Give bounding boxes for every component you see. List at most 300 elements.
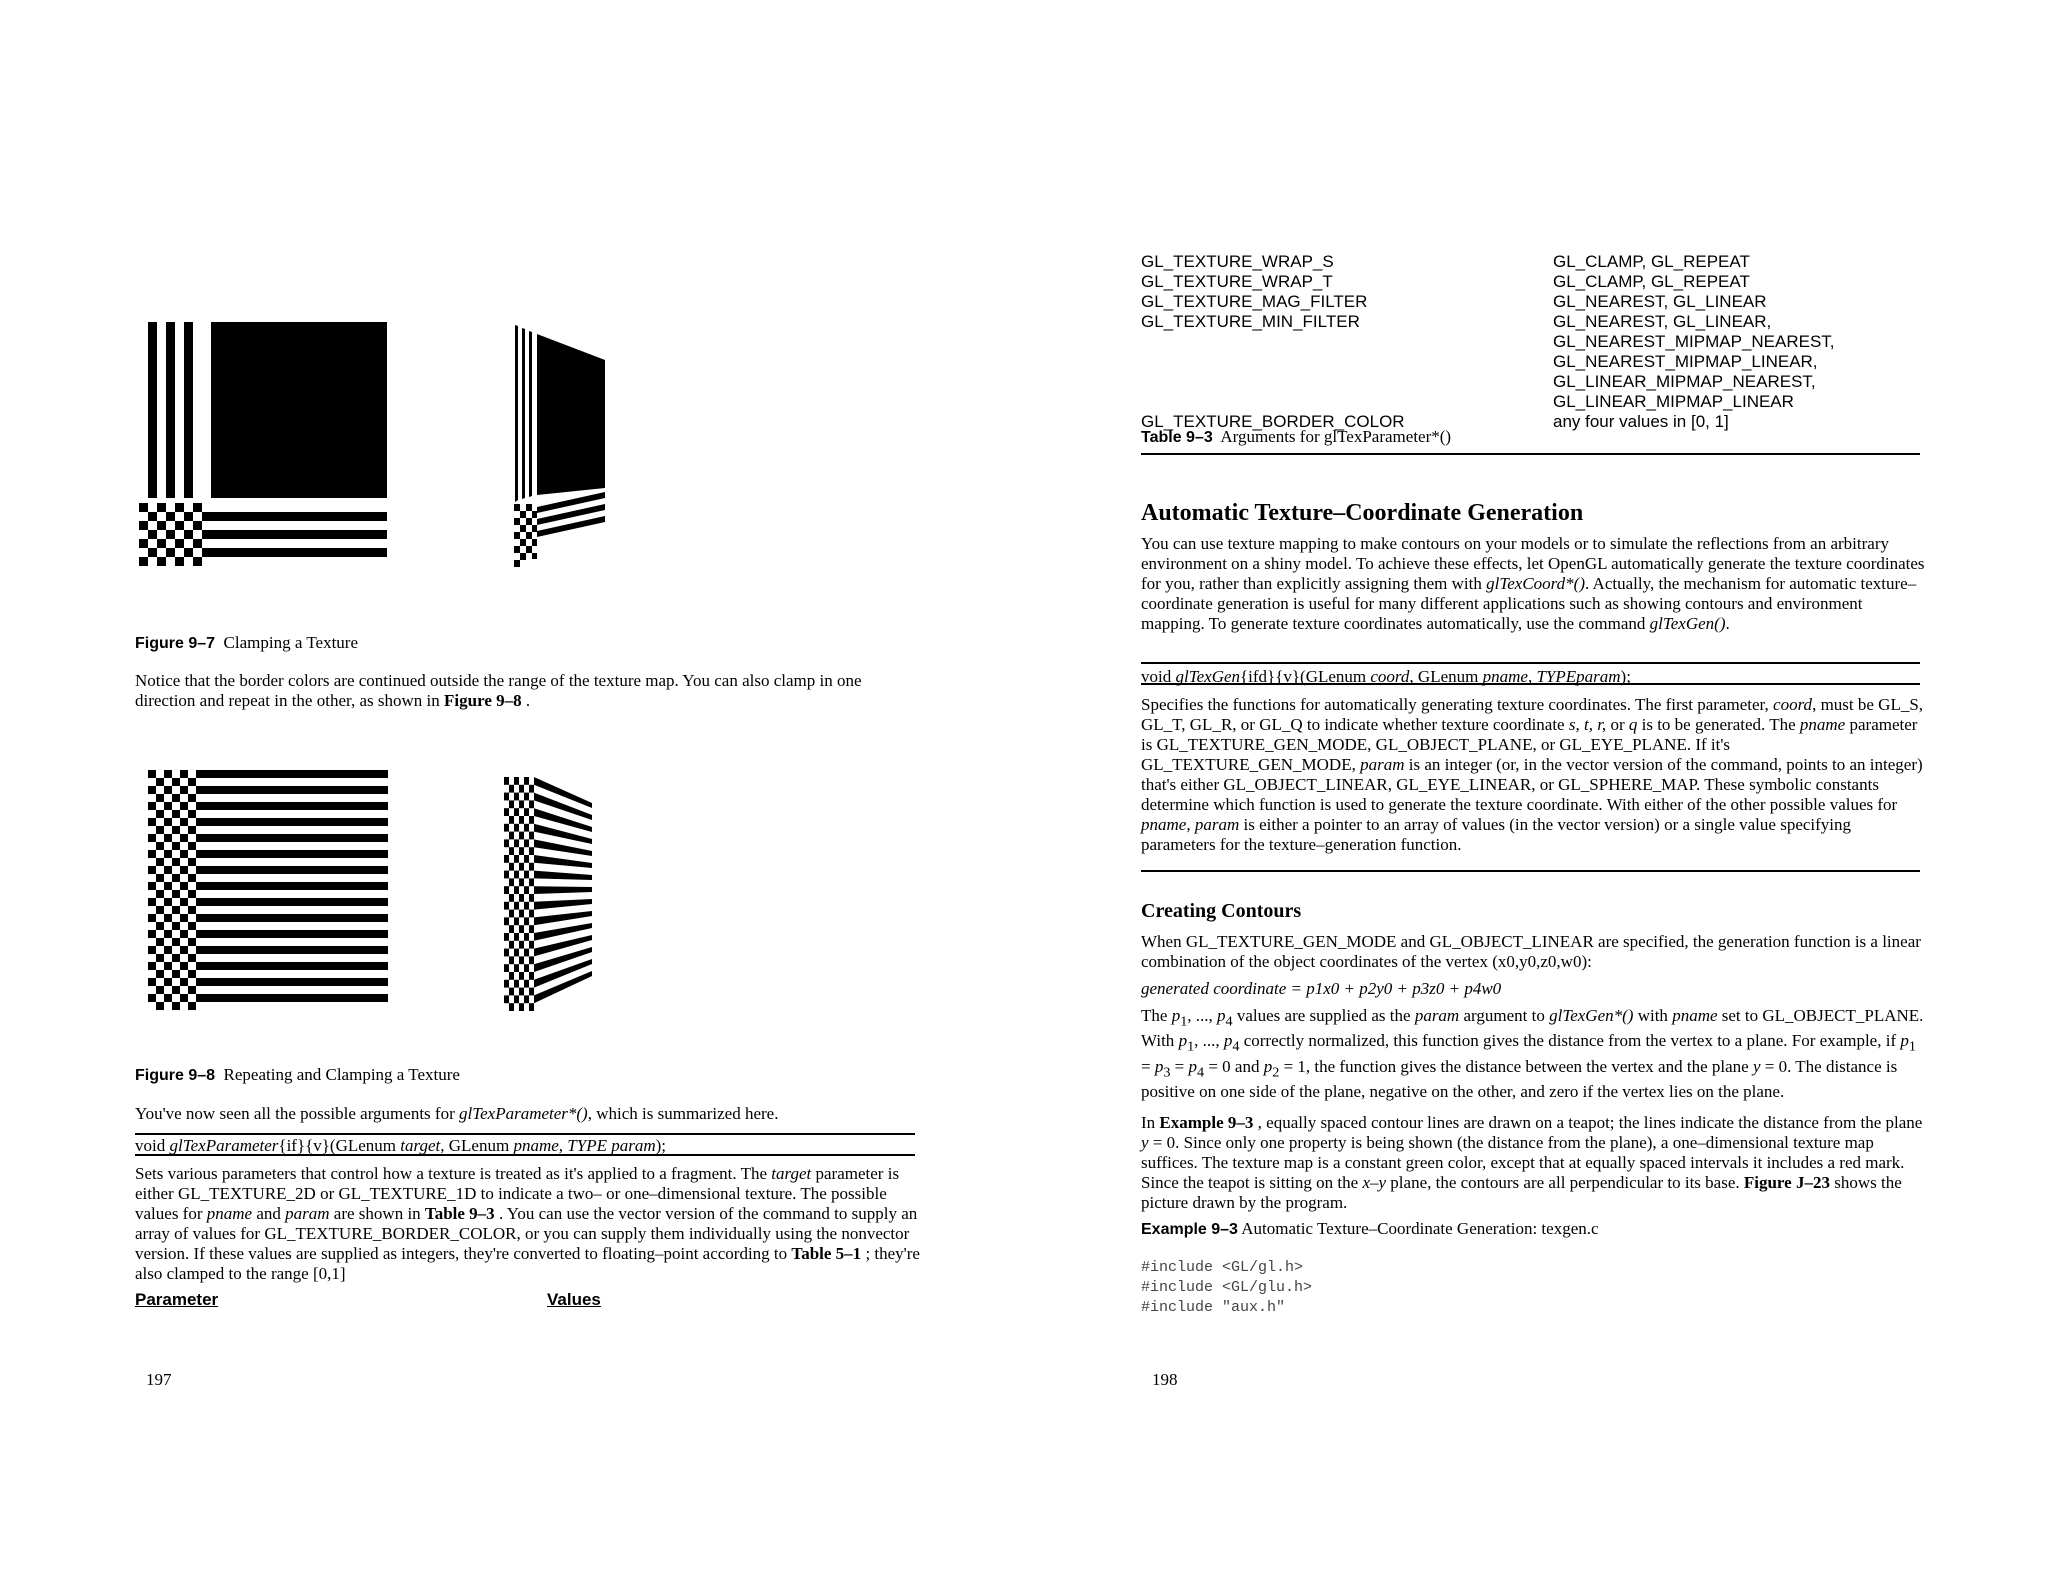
checker-square	[164, 770, 172, 778]
value-line: any four values in [0, 1]	[1553, 412, 1729, 431]
column-header-values: Values	[547, 1290, 601, 1309]
table-title: Arguments for glTexParameter*()	[1220, 427, 1452, 446]
desc-run: param	[1360, 755, 1405, 774]
intro-run: glTexGen()	[1649, 614, 1726, 633]
checker-square	[148, 962, 156, 970]
checker-square	[164, 930, 172, 938]
table-cell-parameter: GL_TEXTURE_WRAP_S	[1141, 252, 1334, 271]
checker-square	[196, 818, 204, 826]
checker-square	[180, 802, 188, 810]
checker-square	[524, 886, 529, 894]
text-run: 1	[1908, 1038, 1916, 1055]
checker-square	[504, 871, 509, 879]
prototype-bottom-rule	[135, 1154, 915, 1156]
text-run: shows the picture drawn by the program.	[1141, 1173, 1902, 1212]
texparameter-table	[1141, 252, 1921, 432]
table-header	[135, 1290, 925, 1310]
checker-square	[524, 949, 529, 957]
checker-square	[504, 886, 509, 894]
table-row	[1141, 292, 1921, 312]
figure-title: Repeating and Clamping a Texture	[223, 1065, 460, 1084]
checker-square	[196, 802, 204, 810]
checker-square	[519, 832, 524, 840]
stripe	[534, 899, 592, 910]
desc-run: or	[1606, 715, 1629, 734]
stripe	[204, 802, 388, 810]
text-run: = 1, the function gives the distance between the vertex and the plane	[1279, 1056, 1753, 1076]
desc-run: ; they're also clamped to the range [0,1]	[135, 1244, 920, 1283]
table-cell-parameter: GL_TEXTURE_MIN_FILTER	[1141, 312, 1360, 331]
desc-run: parameter is either GL_TEXTURE_2D or GL_TEXTURE_1D to indicate a two– or one–dimensional texture. The possible values for	[135, 1164, 900, 1223]
table-cell-values	[1553, 292, 1767, 312]
checker-square	[196, 834, 204, 842]
figure-9-8-perspective-repeat-clamp	[500, 775, 600, 1020]
checker-square	[156, 906, 164, 914]
checker-square	[196, 786, 204, 794]
stripe	[204, 898, 388, 906]
figure-label: Figure 9–8	[135, 1067, 216, 1084]
checker-square	[196, 994, 204, 1002]
checker-square	[509, 1003, 514, 1011]
checker-square	[529, 785, 534, 793]
checker-square	[156, 874, 164, 882]
checker-square	[514, 855, 519, 863]
stripe	[534, 777, 592, 808]
checker-square	[514, 933, 519, 941]
checker-square	[148, 914, 156, 922]
checker-square	[180, 994, 188, 1002]
checker-square	[164, 850, 172, 858]
checker-square	[188, 938, 196, 946]
text-run: with	[1633, 1006, 1673, 1025]
text-run: , ...,	[1194, 1031, 1224, 1051]
stripe	[204, 866, 388, 874]
checker-square	[164, 898, 172, 906]
checker-square	[524, 871, 529, 879]
desc-run: Sets various parameters that control how a texture is treated as it's applied to a fragment. The	[135, 1164, 772, 1183]
figure-9-8-flat-repeat-clamp	[148, 770, 393, 1015]
checker-square	[164, 786, 172, 794]
checker-square	[509, 878, 514, 886]
checker-square	[156, 922, 164, 930]
checker-square	[172, 938, 180, 946]
checker-square	[156, 826, 164, 834]
checker-square	[164, 882, 172, 890]
contours-paragraph-3	[1141, 1113, 1926, 1213]
checker-square	[180, 930, 188, 938]
checker-square	[524, 808, 529, 816]
checker-square	[524, 839, 529, 847]
checker-square	[514, 808, 519, 816]
value-line: GL_NEAREST, GL_LINEAR	[1553, 292, 1767, 311]
checker-square	[180, 818, 188, 826]
checker-square	[519, 816, 524, 824]
checker-square	[172, 906, 180, 914]
table-cell-values	[1553, 272, 1750, 292]
text-run: Example 9–3	[1159, 1113, 1254, 1132]
stripe	[204, 834, 388, 842]
checker-square	[529, 894, 534, 902]
desc-run: , must be GL_S, GL_T, GL_R, or GL_Q to indicate whether texture coordinate	[1141, 695, 1924, 734]
checker-square	[529, 941, 534, 949]
checker-square	[180, 978, 188, 986]
intro-run: You can use texture mapping to make contours on your models or to simulate the reflections from an arbitrary environment on a shiny model. To achieve these effects, let OpenGL automatically generate the texture coordinates for you, rather than explicitly assigning them with	[1141, 534, 1925, 593]
stripe	[534, 971, 592, 1003]
checker-square	[504, 933, 509, 941]
text-run: 2	[1272, 1064, 1280, 1081]
checker-square	[188, 794, 196, 802]
text-run: values are supplied as the	[1232, 1006, 1415, 1025]
checker-square	[504, 777, 509, 785]
checker-square	[519, 988, 524, 996]
stripe	[204, 786, 388, 794]
checker-square	[172, 858, 180, 866]
prototype-top-rule	[1141, 662, 1920, 664]
text-run: 4	[1225, 1013, 1233, 1030]
figure-9-7-caption	[135, 633, 358, 653]
desc-run: coord	[1773, 695, 1813, 714]
stripe	[204, 946, 388, 954]
stripe	[534, 886, 592, 894]
checker-square	[148, 882, 156, 890]
checker-square	[519, 785, 524, 793]
code-line: #include <GL/gl.h>	[1141, 1259, 1304, 1276]
text-run: p	[1263, 1056, 1273, 1076]
checker-square	[172, 890, 180, 898]
checker-square	[172, 874, 180, 882]
checker-square	[524, 933, 529, 941]
checker-square	[504, 793, 509, 801]
text-run: 1	[1180, 1013, 1188, 1030]
checker-square	[172, 954, 180, 962]
table-row	[1141, 252, 1921, 272]
table-row	[1141, 312, 1921, 412]
checker-square	[504, 949, 509, 957]
checker-square	[164, 818, 172, 826]
value-line: GL_NEAREST, GL_LINEAR,	[1553, 312, 1772, 331]
checker-square	[148, 802, 156, 810]
desc-run: Table 5–1	[791, 1244, 862, 1263]
checker-square	[148, 978, 156, 986]
text-run: In	[1141, 1113, 1160, 1132]
text-run: 3	[1163, 1064, 1171, 1081]
value-line: GL_CLAMP, GL_REPEAT	[1553, 252, 1750, 271]
checker-square	[148, 770, 156, 778]
checker-square	[519, 925, 524, 933]
example-9-3-caption	[1141, 1219, 1599, 1239]
checker-square	[514, 824, 519, 832]
checker-square	[514, 839, 519, 847]
figure-9-7-flat-clamp	[135, 318, 395, 574]
checker-square	[504, 995, 509, 1003]
text-run: p	[1171, 1006, 1181, 1025]
checker-square	[188, 810, 196, 818]
prototype-top-rule	[135, 1133, 915, 1135]
checker-square	[164, 978, 172, 986]
table-cell-parameter: GL_TEXTURE_BORDER_COLOR	[1141, 412, 1405, 431]
checker-square	[514, 949, 519, 957]
checker-square	[529, 910, 534, 918]
checker-square	[156, 794, 164, 802]
desc-run: pname	[1141, 815, 1187, 834]
stripe	[204, 770, 388, 778]
desc-run: pname	[206, 1204, 253, 1223]
checker-square	[180, 946, 188, 954]
table-9-3-caption	[1141, 427, 1451, 447]
checker-square	[519, 941, 524, 949]
desc-run: is to be generated. The	[1637, 715, 1800, 734]
checker-square	[180, 962, 188, 970]
checker-square	[172, 970, 180, 978]
checker-square	[188, 986, 196, 994]
checker-square	[519, 956, 524, 964]
example-title: Automatic Texture–Coordinate Generation: texgen.c	[1241, 1219, 1599, 1238]
stripe	[204, 850, 388, 858]
text-run: pname	[1672, 1006, 1718, 1025]
contours-paragraph-1: When GL_TEXTURE_GEN_MODE and GL_OBJECT_LINEAR are specified, the generation function is a linear combination of the object coordinates of the vertex (x0,y0,z0,w0):	[1141, 932, 1921, 971]
desc-run: and	[252, 1204, 286, 1223]
figure-title: Clamping a Texture	[223, 633, 358, 652]
checker-square	[524, 964, 529, 972]
text-run: plane, the contours are all perpendicular to its base.	[1386, 1173, 1744, 1192]
checker-square	[180, 914, 188, 922]
text-run: param	[1414, 1006, 1460, 1025]
checker-square	[514, 964, 519, 972]
checker-square	[196, 770, 204, 778]
column-header-parameter: Parameter	[135, 1290, 219, 1309]
text-run: p	[1900, 1031, 1909, 1051]
intro-run: glTexCoord*()	[1486, 574, 1585, 593]
checker-square	[509, 956, 514, 964]
desc-run: Table 9–3	[424, 1204, 495, 1223]
checker-square	[524, 917, 529, 925]
checker-square	[529, 863, 534, 871]
checker-square	[172, 1002, 180, 1010]
desc-run: s, t, r,	[1568, 715, 1607, 734]
desc-run: . You can use the vector version of the command to supply an array of values for GL_TEXTURE_BORDER_COLOR, or you can supply them individually using the nonvector version. If these values are supplied as integers, they're converted to floating–point according to	[135, 1204, 918, 1263]
checker-square	[188, 922, 196, 930]
stripe	[204, 818, 388, 826]
checker-square	[509, 910, 514, 918]
checker-square	[529, 956, 534, 964]
checker-square	[188, 858, 196, 866]
section-title: Automatic Texture–Coordinate Generation	[1141, 500, 1584, 526]
checker-square	[519, 878, 524, 886]
text-run: x–y	[1362, 1173, 1387, 1192]
checker-square	[164, 802, 172, 810]
figure-9-8-caption	[135, 1065, 460, 1085]
checker-square	[196, 882, 204, 890]
table-cell-values	[1553, 412, 1729, 432]
checker-square	[188, 874, 196, 882]
checker-square	[504, 839, 509, 847]
checker-square	[519, 863, 524, 871]
formula: generated coordinate = p1x0 + p2y0 + p3z0 + p4w0	[1141, 979, 1502, 998]
desc-run: param	[1194, 815, 1240, 834]
desc-run: is an integer (or, in the vector version of the command, points to an integer) that's either GL_OBJECT_LINEAR, GL_EYE_LINEAR, or GL_SPHERE_MAP. These symbolic constants determine which function is used to generate the texture coordinate. With either of the other possible values for	[1141, 755, 1923, 814]
checker-square	[188, 970, 196, 978]
table-cell-values	[1553, 252, 1750, 272]
text-run: p	[1154, 1056, 1164, 1076]
gltexgen-description	[1141, 695, 1926, 855]
intro-run: . Actually, the mechanism for automatic texture–coordinate generation is useful for many different applications such as showing contours and environment mapping. To generate texture coordinates automatically, use the command	[1141, 574, 1917, 633]
checker-square	[172, 986, 180, 994]
paragraph-summary: You've now seen all the possible arguments for glTexParameter*(), which is summarized here.	[135, 1104, 779, 1123]
description-bottom-rule	[1141, 870, 1920, 872]
checker-square	[529, 925, 534, 933]
text-run: , equally spaced contour lines are drawn on a teapot; the lines indicate the distance from the plane	[1253, 1113, 1923, 1132]
desc-run: is either a pointer to an array of values (in the vector version) or a single value specifying parameters for the texture–generation function.	[1141, 815, 1852, 854]
checker-square	[156, 778, 164, 786]
checker-square	[514, 917, 519, 925]
checker-square	[529, 800, 534, 808]
checker-square	[180, 786, 188, 794]
checker-square	[504, 980, 509, 988]
checker-square	[156, 810, 164, 818]
function-prototype-gltexparameter: void glTexParameter{if}{v}(GLenum target, GLenum pname, TYPE param);	[135, 1136, 667, 1155]
desc-run: ,	[1186, 815, 1195, 834]
checker-square	[509, 972, 514, 980]
checker-square	[509, 800, 514, 808]
checker-square	[164, 962, 172, 970]
checker-square	[524, 995, 529, 1003]
text-run: 1	[1187, 1038, 1195, 1055]
checker-square	[529, 816, 534, 824]
checker-square	[509, 863, 514, 871]
paragraph-clamp-note: Notice that the border colors are continued outside the range of the texture map. You can also clamp in one direction and repeat in the other, as shown in Figure 9–8 .	[135, 671, 862, 710]
checker-square	[514, 886, 519, 894]
checker-square	[509, 894, 514, 902]
text-run: argument to	[1459, 1006, 1550, 1025]
checker-square	[529, 988, 534, 996]
checker-square	[524, 777, 529, 785]
checker-square	[509, 785, 514, 793]
desc-run: pname	[1799, 715, 1846, 734]
checker-square	[519, 1003, 524, 1011]
desc-run: Specifies the functions for automatically generating texture coordinates. The first parameter,	[1141, 695, 1774, 714]
checker-square	[180, 866, 188, 874]
section-intro-paragraph	[1141, 534, 1926, 634]
value-line: GL_LINEAR_MIPMAP_LINEAR	[1553, 392, 1794, 411]
checker-square	[148, 994, 156, 1002]
desc-run: param	[285, 1204, 330, 1223]
text-run: glTexGen*()	[1549, 1006, 1634, 1025]
checker-square	[188, 842, 196, 850]
stripe	[204, 914, 388, 922]
value-line: GL_NEAREST_MIPMAP_NEAREST,	[1553, 332, 1835, 351]
checker-square	[164, 866, 172, 874]
checker-square	[164, 994, 172, 1002]
checker-square	[172, 810, 180, 818]
checker-square	[172, 778, 180, 786]
checker-square	[180, 850, 188, 858]
checker-square	[164, 914, 172, 922]
checker-square	[524, 980, 529, 988]
table-row	[1141, 272, 1921, 292]
checker-square	[156, 858, 164, 866]
function-prototype-gltexgen: void glTexGen{ifd}{v}(GLenum coord, GLenum pname, TYPEparam);	[1141, 667, 1631, 686]
checker-square	[156, 970, 164, 978]
checker-square	[524, 793, 529, 801]
checker-square	[148, 786, 156, 794]
checker-square	[504, 824, 509, 832]
checker-square	[172, 826, 180, 834]
checker-square	[509, 832, 514, 840]
checker-square	[196, 850, 204, 858]
table-bottom-rule	[1141, 453, 1920, 455]
stripe	[204, 994, 388, 1002]
checker-square	[514, 793, 519, 801]
table-cell-parameter: GL_TEXTURE_MAG_FILTER	[1141, 292, 1368, 311]
text-run: = 0 and	[1204, 1056, 1264, 1076]
checker-square	[514, 871, 519, 879]
checker-square	[524, 824, 529, 832]
checker-square	[196, 978, 204, 986]
text-run: Figure J–23	[1743, 1173, 1830, 1192]
checker-square	[519, 800, 524, 808]
checker-square	[172, 794, 180, 802]
checker-square	[509, 847, 514, 855]
contours-paragraph-2	[1141, 1006, 1926, 1102]
figure-ref-link[interactable]: Figure 9–8	[444, 691, 522, 710]
text-run: p	[1188, 1056, 1198, 1076]
stripe	[204, 882, 388, 890]
table-cell-values	[1553, 312, 1835, 412]
checker-square	[196, 914, 204, 922]
checker-square	[188, 890, 196, 898]
checker-square	[509, 925, 514, 933]
checker-square	[148, 898, 156, 906]
checker-square	[148, 946, 156, 954]
checker-square	[148, 930, 156, 938]
subsection-title: Creating Contours	[1141, 900, 1302, 922]
checker-square	[524, 855, 529, 863]
checker-square	[519, 847, 524, 855]
checker-square	[148, 850, 156, 858]
checker-square	[196, 930, 204, 938]
desc-run: q	[1628, 715, 1638, 734]
text-run: = 0. The distance is positive on one side of the plane, negative on the other, and zero if the vertex lies on the plane.	[1141, 1056, 1898, 1102]
checker-square	[529, 878, 534, 886]
value-line: GL_LINEAR_MIPMAP_NEAREST,	[1553, 372, 1816, 391]
checker-square	[514, 995, 519, 1003]
checker-square	[188, 1002, 196, 1010]
checker-square	[196, 898, 204, 906]
text-run: p	[1223, 1031, 1233, 1051]
text-run: y	[1141, 1133, 1149, 1152]
checker-square	[164, 946, 172, 954]
checker-square	[529, 1003, 534, 1011]
checker-square	[524, 902, 529, 910]
table-cell-parameter: GL_TEXTURE_WRAP_T	[1141, 272, 1333, 291]
value-line: GL_NEAREST_MIPMAP_LINEAR,	[1553, 352, 1818, 371]
checker-square	[509, 988, 514, 996]
stripe	[204, 962, 388, 970]
checker-square	[148, 834, 156, 842]
stripe	[534, 855, 592, 868]
example-label: Example 9–3	[1141, 1221, 1238, 1238]
checker-square	[504, 808, 509, 816]
stripe	[534, 871, 592, 880]
text-run: = 0. Since only one property is being shown (the distance from the plane), a one–dimensional texture map suffices. The texture map is a constant green color, except that at equally spaced intervals it includes a red mark. Since the teapot is sitting on the	[1141, 1133, 1905, 1192]
figure-9-7-perspective-clamp	[510, 320, 610, 580]
code-line: #include <GL/glu.h>	[1141, 1279, 1313, 1296]
prototype-bottom-rule	[1141, 683, 1920, 685]
desc-run: are shown in	[329, 1204, 425, 1223]
checker-square	[196, 866, 204, 874]
text-run: 4	[1232, 1038, 1240, 1055]
checker-square	[504, 917, 509, 925]
